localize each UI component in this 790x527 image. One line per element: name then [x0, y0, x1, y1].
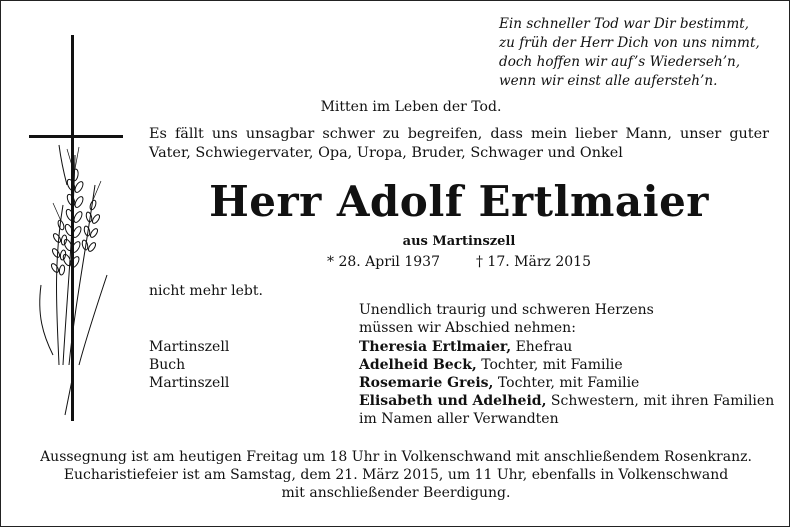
service-line: Eucharistiefeier ist am Samstag, dem 21. März 2015, um 11 Uhr, ebenfalls in Volkenschwand [63, 467, 729, 483]
mourner-relation: Tochter, mit Familie [481, 357, 623, 373]
mourner-row [359, 392, 779, 410]
closing-text: nicht mehr lebt. [149, 283, 263, 299]
cross-with-wheat-icon [23, 35, 123, 429]
mourner-relation: Schwestern, mit ihren Familien [550, 393, 775, 409]
grief-line: müssen wir Abschied nehmen: [359, 320, 576, 336]
grief-text [359, 301, 654, 337]
service-line: mit anschließender Beerdigung. [281, 485, 511, 501]
poem-line: wenn wir einst alle aufersteh’n. [499, 73, 718, 89]
poem [499, 15, 779, 91]
poem-line: doch hoffen wir auf’s Wiederseh’n, [499, 54, 741, 70]
poem-line: Ein schneller Tod war Dir bestimmt, [499, 16, 749, 32]
places-column [149, 338, 229, 392]
place-name: Martinszell [149, 339, 230, 355]
poem-line: zu früh der Herr Dich von uns nimmt, [499, 35, 760, 51]
mourner-relation: Ehefrau [515, 339, 573, 355]
intro-text: Es fällt uns unsagbar schwer zu begreifen, dass mein lieber Mann, unser guter Vater, Schwiegervater, Opa, Uropa, Bruder, Schwager und Onkel [149, 126, 769, 161]
mourners-list [359, 338, 779, 428]
mourner-row [359, 374, 779, 392]
mourner-row [359, 356, 779, 374]
grief-line: Unendlich traurig und schweren Herzens [359, 302, 654, 318]
deceased-origin: aus Martinszell [402, 234, 516, 249]
mourner-relation: Tochter, mit Familie [497, 375, 640, 391]
mourner-name: Rosemarie Greis, [359, 375, 494, 391]
place-name: Buch [149, 357, 186, 373]
mourner-name: Elisabeth und Adelheid, [359, 393, 547, 409]
service-line: Aussegnung ist am heutigen Freitag um 18 Uhr in Volkenschwand mit anschließendem Rosenkranz. [40, 449, 752, 465]
deceased-name: Herr Adolf Ertlmaier [209, 177, 709, 226]
service-info [1, 448, 790, 502]
motto: Mitten im Leben der Tod. [320, 99, 502, 115]
life-dates [149, 254, 769, 270]
relatives-line: im Namen aller Verwandten [359, 411, 559, 427]
place-name: Martinszell [149, 375, 230, 391]
birth-date: * 28. April 1937 [327, 254, 440, 270]
mourner-name: Adelheid Beck, [359, 357, 477, 373]
mourner-name: Theresia Ertlmaier, [359, 339, 512, 355]
death-date: † 17. März 2015 [475, 254, 591, 270]
mourner-row [359, 338, 779, 356]
